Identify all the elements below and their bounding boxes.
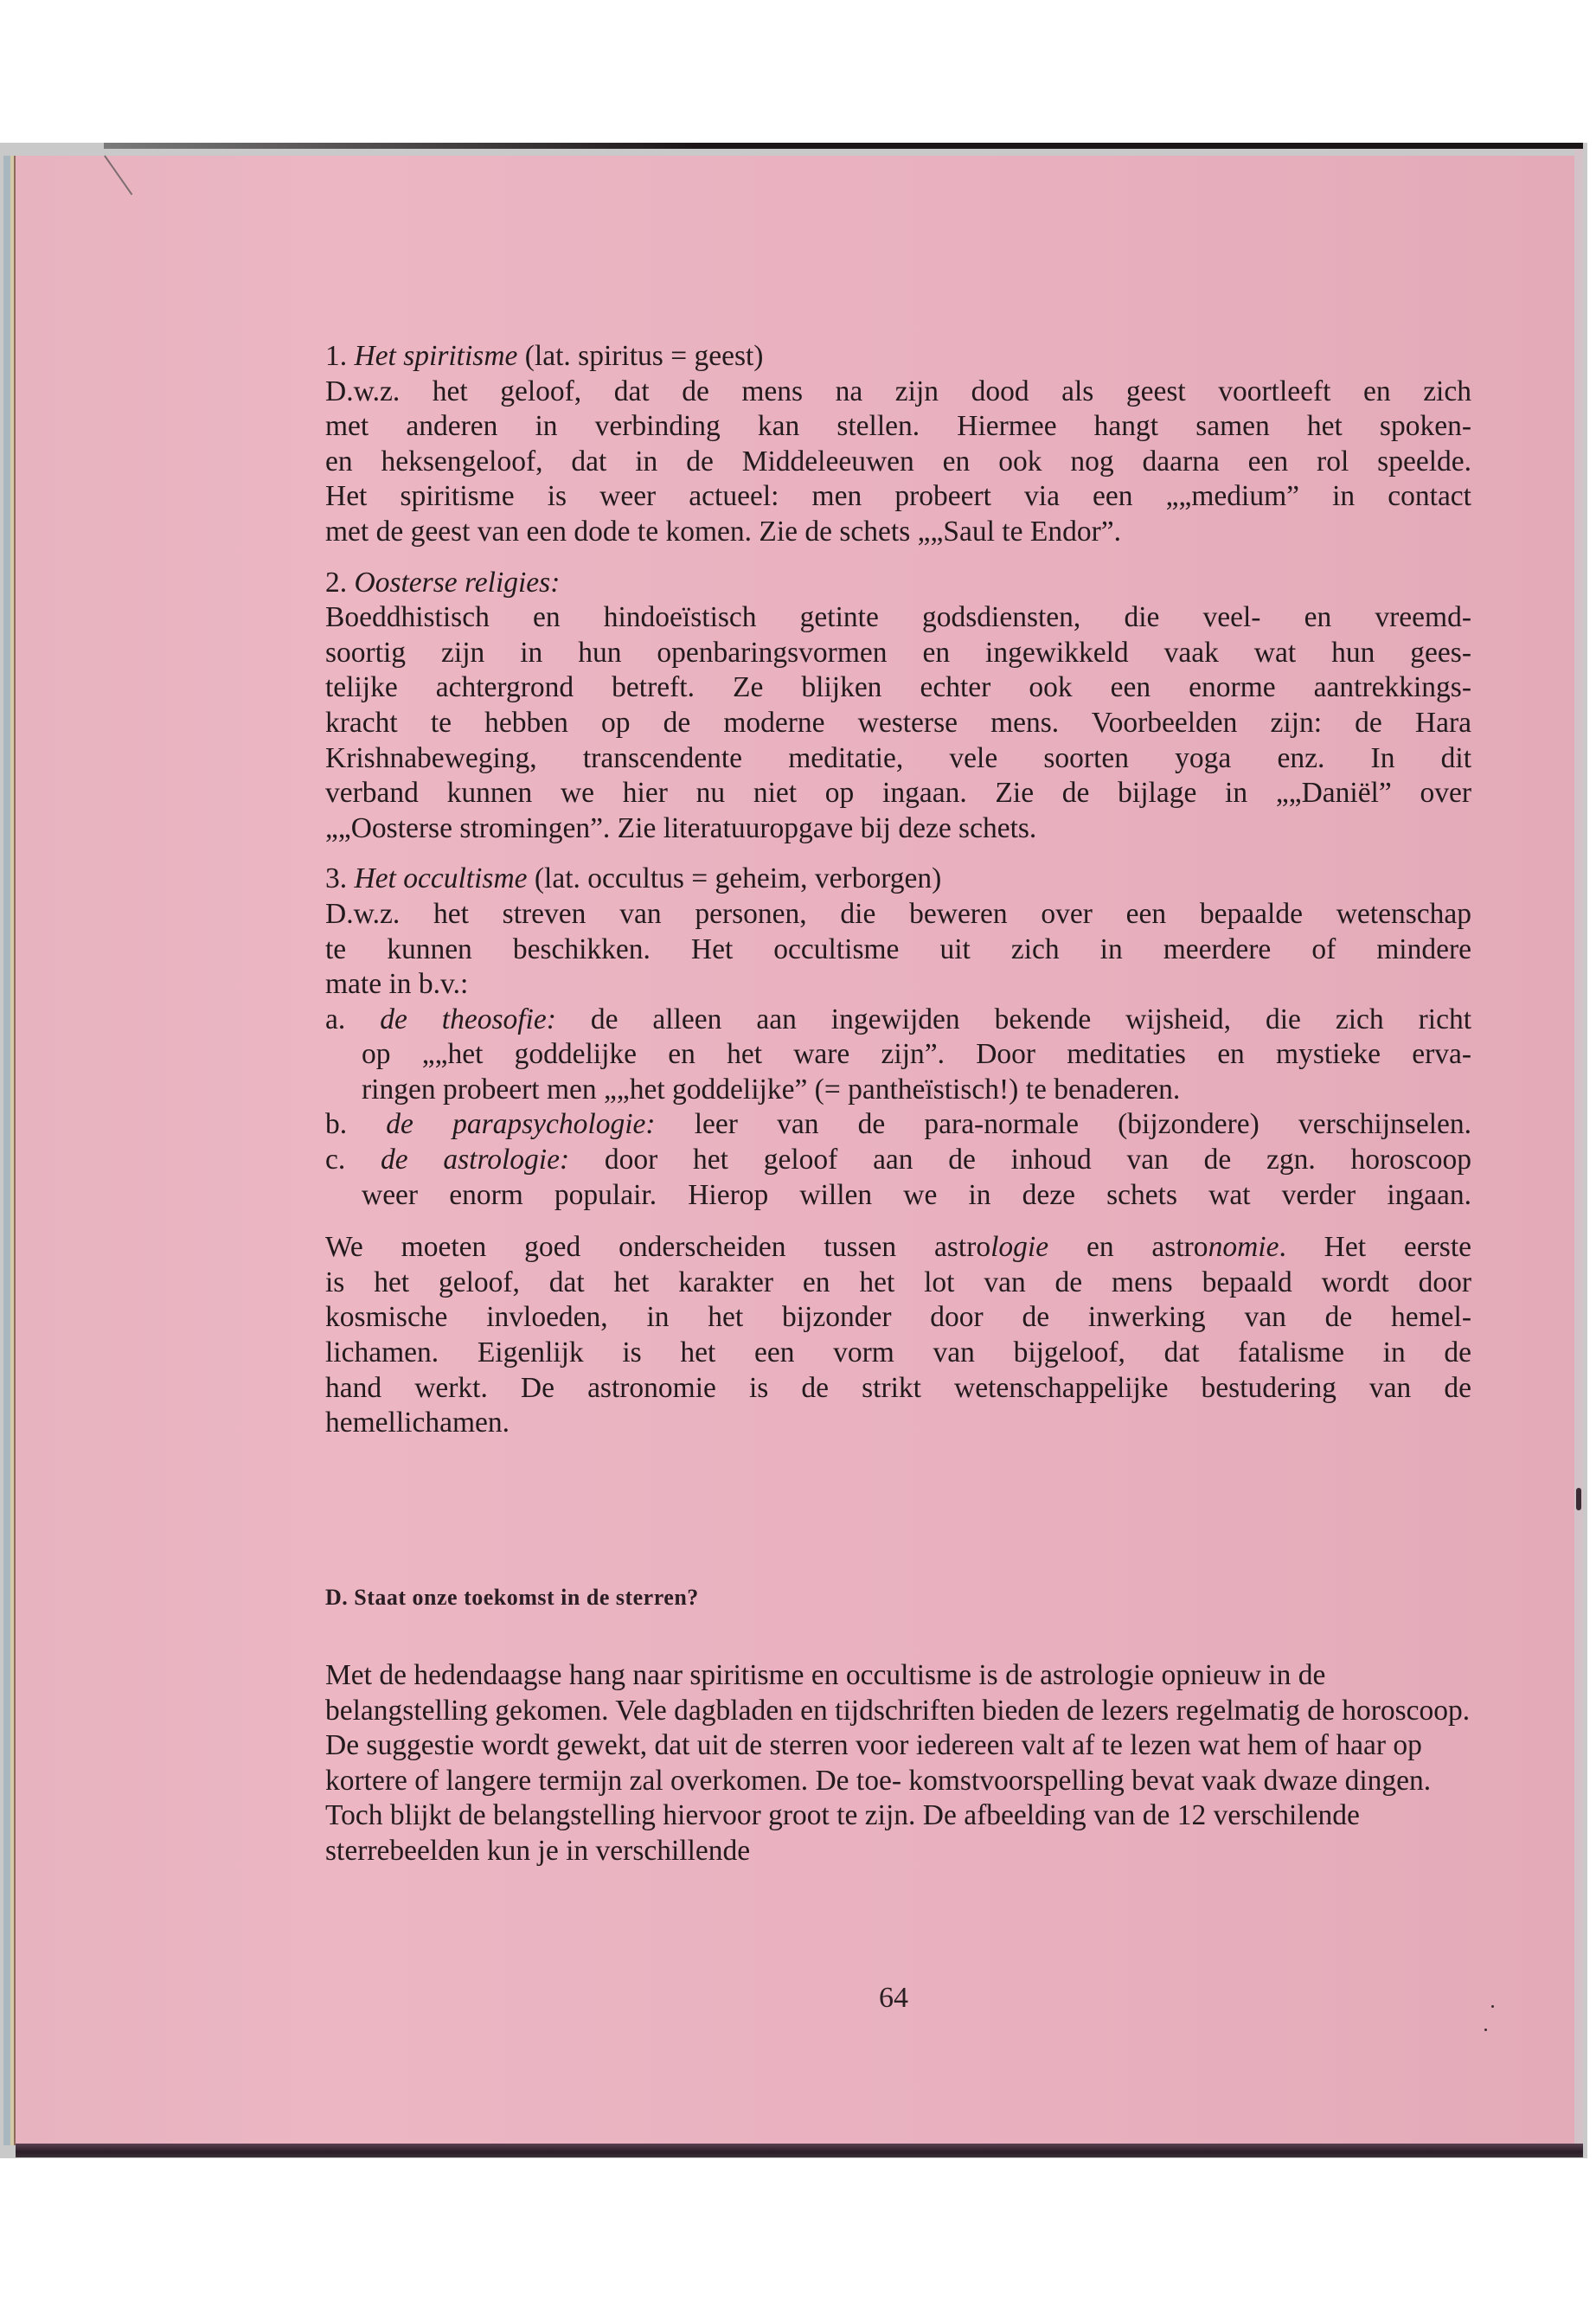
scan-speck — [1484, 2029, 1487, 2031]
text-line: opnieuw in de belangstelling gekomen. Vele dagbladen en tijdschriften — [325, 1659, 1326, 1727]
list-term: de theosofie: — [380, 1003, 556, 1035]
text-line: telijke achtergrond betreft. Ze blijken echter ook een enorme aantrekkings- — [325, 671, 1471, 704]
list-text: leer van de para-normale (bijzondere) verschijnselen. — [694, 1108, 1472, 1141]
paragraph-astrologie-astronomie — [325, 1230, 1471, 1441]
section-number: 2. — [325, 566, 348, 599]
section-title-suffix: (lat. spiritus = geest) — [524, 340, 764, 372]
list-marker: b. — [325, 1108, 348, 1141]
list-continuation: weer enorm populair. Hierop willen we in deze schets wat verder ingaan. — [362, 1178, 1471, 1211]
list-text: de alleen aan ingewijden bekende wijsheid, die zich richt — [590, 1003, 1472, 1035]
section-oosterse-religies — [325, 566, 1471, 847]
section-title-line — [325, 862, 1471, 897]
list-continuation: op „„het goddelijke en het ware zijn”. Door meditaties en mystieke erva- — [362, 1038, 1471, 1071]
page-right-edge — [1574, 149, 1583, 2147]
list-item-first-line — [325, 1143, 1471, 1178]
section-title: Het occultisme — [354, 862, 528, 895]
text-line: met de geest van een dode te komen. Zie de schets „„Saul te Endor”. — [325, 515, 1121, 548]
section-number: 1. — [325, 340, 348, 372]
text-line: komstvoorspelling bevat vaak dwaze dingen. Toch blijkt de belangstelling — [325, 1764, 1432, 1832]
text-line: en heksengeloof, dat in de Middeleeuwen en ook nog daarna een rol speelde. — [325, 445, 1471, 478]
section-occultisme — [325, 862, 1471, 1213]
text-fragment: . Het eerste — [1279, 1231, 1471, 1264]
text-line: D.w.z. het geloof, dat de mens na zijn dood als geest voortleeft en zich — [325, 375, 1471, 407]
text-line: met anderen in verbinding kan stellen. Hiermee hangt samen het spoken- — [325, 410, 1471, 443]
page-number: 64 — [879, 1982, 908, 2014]
text-line: „„Oosterse stromingen”. Zie literatuuropgave bij deze schets. — [325, 811, 1037, 844]
text-line: hemellichamen. — [325, 1407, 510, 1439]
section-title: Oosterse religies: — [354, 566, 561, 599]
text-line: D.w.z. het streven van personen, die beweren over een bepaalde wetenschap — [325, 897, 1471, 930]
section-title-line — [325, 339, 1471, 375]
section-spiritisme — [325, 339, 1471, 550]
list-item-astrologie — [325, 1143, 1471, 1213]
list-item-parapsychologie — [325, 1107, 1471, 1143]
list-item-theosofie — [325, 1003, 1471, 1108]
list-term: de parapsychologie: — [386, 1108, 656, 1141]
section-title-suffix: (lat. occultus = geheim, verborgen) — [534, 862, 942, 895]
text-line: wat hem of haar op kortere of langere termijn zal overkomen. De toe- — [325, 1729, 1422, 1797]
text-line: kosmische invloeden, in het bijzonder door de inwerking van de hemel- — [325, 1301, 1471, 1334]
scan-speck — [1576, 1488, 1581, 1510]
list-marker: a. — [325, 1003, 346, 1035]
text-line: soortig zijn in hun openbaringsvormen en ingewikkeld vaak wat hun gees- — [325, 636, 1471, 669]
text-line: Krishnabeweging, transcendente meditatie, vele soorten yoga enz. In dit — [325, 741, 1471, 774]
list-item-first-line — [325, 1003, 1471, 1038]
text-line: bieden de lezers regelmatig de horoscoop. — [982, 1694, 1471, 1727]
page-top-edge — [104, 143, 1583, 149]
section-d-body — [325, 1658, 1471, 1869]
section-heading-d: D. Staat onze toekomst in de sterren? — [325, 1585, 699, 1610]
text-line: lichamen. Eigenlijk is het een vorm van bijgeloof, dat fatalisme in de — [325, 1336, 1471, 1369]
text-line: De suggestie wordt gewekt, dat uit de sterren voor iedereen valt af te lezen — [325, 1729, 1191, 1762]
scan-speck — [1491, 2005, 1494, 2008]
list-marker: c. — [325, 1144, 346, 1176]
text-line: Met de hedendaagse hang naar spiritisme en occultisme is de astrologie — [325, 1659, 1155, 1691]
text-line: hiervoor groot te zijn. — [663, 1799, 916, 1832]
emphasis-nomie: nomie — [1208, 1231, 1279, 1264]
text-line: te kunnen beschikken. Het occultisme uit zich in meerdere of mindere — [325, 933, 1471, 965]
text-line: is het geloof, dat het karakter en het lot van de mens bepaald wordt door — [325, 1266, 1471, 1298]
text-line: kracht te hebben op de moderne westerse mens. Voorbeelden zijn: de Hara — [325, 706, 1471, 739]
list-text: door het geloof aan de inhoud van de zgn. horoscoop — [604, 1144, 1472, 1176]
list-item-first-line — [325, 1107, 1471, 1143]
section-title-line — [325, 566, 1471, 601]
text-fragment: en astro — [1048, 1231, 1208, 1264]
list-term: de astrologie: — [381, 1144, 570, 1176]
text-fragment: We moeten goed onderscheiden tussen astro — [325, 1231, 991, 1264]
page-bottom-edge — [16, 2144, 1583, 2157]
text-line: Het spiritisme is weer actueel: men probeert via een „„medium” in contact — [325, 480, 1471, 513]
text-line: verband kunnen we hier nu niet op ingaan. Zie de bijlage in „„Daniël” over — [325, 777, 1471, 810]
list-continuation: ringen probeert men „„het goddelijke” (= pantheïstisch!) te benaderen. — [362, 1073, 1181, 1106]
text-line: hand werkt. De astronomie is de strikt wetenschappelijke bestudering van de — [325, 1371, 1471, 1404]
text-line: Boeddhistisch en hindoeïstisch getinte godsdiensten, die veel- en vreemd- — [325, 601, 1471, 634]
text-line: mate in b.v.: — [325, 968, 469, 1001]
section-title: Het spiritisme — [354, 340, 518, 372]
text-line: De afbeelding van de 12 verschilende sterrebeelden kun je in verschillende — [325, 1799, 1360, 1867]
body-text — [325, 339, 1471, 1441]
emphasis-logie: logie — [990, 1231, 1049, 1264]
section-number: 3. — [325, 862, 348, 895]
text-line — [325, 1230, 1471, 1266]
